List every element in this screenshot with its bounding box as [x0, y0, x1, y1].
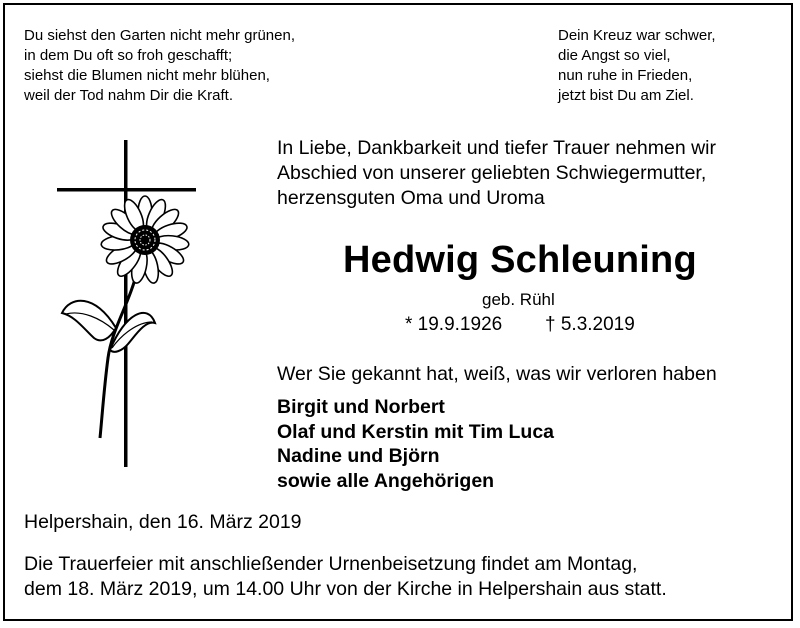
mourner-line: Birgit und Norbert: [277, 396, 445, 418]
cross-with-sunflower-icon: [50, 138, 210, 470]
leaf-left: [62, 301, 116, 341]
poem-line: weil der Tod nahm Dir die Kraft.: [24, 87, 233, 104]
poem-line: Dein Kreuz war schwer,: [558, 27, 716, 44]
poem-line: in dem Du oft so froh geschafft;: [24, 47, 233, 64]
mourners-list: [277, 395, 554, 493]
deceased-name: Hedwig Schleuning: [343, 239, 697, 281]
sunflower-stem: [100, 268, 138, 438]
mourner-line: sowie alle Angehörigen: [277, 469, 495, 492]
place-and-date: Helpershain, den 16. März 2019: [24, 511, 302, 533]
poem-line: siehst die Blumen nicht mehr blühen,: [24, 67, 270, 84]
intro-line: herzensguten Oma und Uroma: [277, 187, 545, 209]
intro-line: Abschied von unserer geliebten Schwiegermutter,: [277, 162, 707, 184]
mourner-line: Nadine und Björn: [277, 445, 440, 467]
poem-line: die Angst so viel,: [558, 47, 671, 64]
death-date: † 5.3.2019: [545, 314, 635, 335]
intro-line: In Liebe, Dankbarkeit und tiefer Trauer nehmen wir: [277, 137, 716, 159]
cross-horizontal-beam: [57, 188, 196, 192]
poem-left: [24, 26, 295, 106]
poem-line: jetzt bist Du am Ziel.: [558, 87, 694, 104]
poem-line: Du siehst den Garten nicht mehr grünen,: [24, 27, 295, 44]
funeral-info: [24, 552, 667, 602]
memorial-quote: Wer Sie gekannt hat, weiß, was wir verloren haben: [277, 363, 717, 385]
maiden-name: geb. Rühl: [482, 290, 555, 309]
sunflower-head: [101, 196, 190, 284]
birth-date: * 19.9.1926: [405, 314, 503, 335]
funeral-line: dem 18. März 2019, um 14.00 Uhr von der Kirche in Helpershain aus statt.: [24, 578, 667, 600]
mourner-line: Olaf und Kerstin mit Tim Luca: [277, 420, 555, 443]
intro-text: [277, 136, 716, 211]
leaf-right: [110, 313, 155, 352]
poem-line: nun ruhe in Frieden,: [558, 67, 693, 84]
poem-right: [558, 26, 716, 106]
funeral-line: Die Trauerfeier mit anschließender Urnenbeisetzung findet am Montag,: [24, 553, 638, 575]
